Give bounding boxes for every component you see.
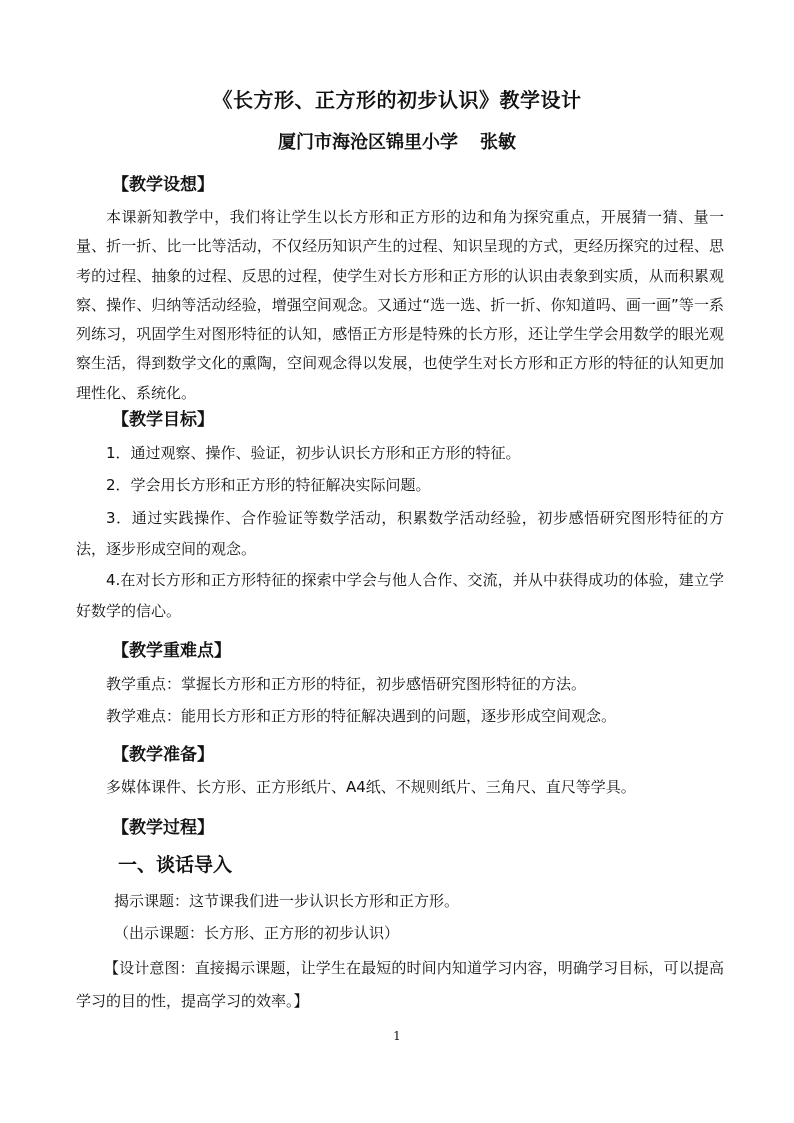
show-topic-line: （出示课题：长方形、正方形的初步认识） [114,924,400,942]
goal-item-1: 1．通过观察、操作、验证，初步认识长方形和正方形的特征。 [106,444,521,462]
author-line [0,128,794,154]
page-number: 1 [393,1029,401,1043]
teaching-idea-paragraph: 本课新知教学中，我们将让学生以长方形和正方形的边和角为探究重点，开展猜一猜、量一量、折一折、比一比等活动，不仅经历知识产生的过程、知识呈现的方式，更经历探究的过程、思考的过程、抽象的过程、反思的过程，使学生对长方形和正方形的认识由表象到实质，从而积累观察、操作、归纳等活动经验，增强空间观念。又通过“选一选、折一折、你知道吗、画一画”等一系列练习，巩固学生对图形特征的认知，感悟正方形是特殊的长方形，还让学生学会用数学的眼光观察生活，得到数学文化的熏陶，空间观念得以发展，也使学生对长方形和正方形的特征的认知更加理性化、系统化。 [76,208,724,402]
design-intent-note: 【设计意图：直接揭示课题，让学生在最短的时间内知道学习内容，明确学习目标，可以提高学习的目的性，提高学习的效率。】 [76,959,724,1010]
goal-item-3: 3．通过实践操作、合作验证等数学活动，积累数学活动经验，初步感悟研究图形特征的方法，逐步形成空间的观念。 [76,509,724,558]
section-title-introduction: 一、谈话导入 [118,854,233,876]
heading-preparation: 【教学准备】 [112,745,214,765]
author-school: 厦门市海沧区锦里小学 [278,132,458,153]
difficult-point: 教学难点：能用长方形和正方形的特征解决遇到的问题，逐步形成空间观念。 [106,707,617,725]
goal-item-4: 4.在对长方形和正方形特征的探索中学会与他人合作、交流，并从中获得成功的体验，建立学好数学的信心。 [76,571,724,620]
reveal-topic-line: 揭示课题：这节课我们进一步认识长方形和正方形。 [114,892,460,910]
preparation-materials: 多媒体课件、长方形、正方形纸片、A4纸、不规则纸片、三角尺、直尺等学具。 [106,778,636,796]
author-name: 张敏 [480,132,516,153]
key-point: 教学重点：掌握长方形和正方形的特征，初步感悟研究图形特征的方法。 [106,675,587,693]
heading-key-points: 【教学重难点】 [112,641,231,661]
heading-teaching-process: 【教学过程】 [112,818,214,838]
document-title: 《长方形、正方形的初步认识》教学设计 [212,88,582,112]
goal-item-2: 2．学会用长方形和正方形的特征解决实际问题。 [106,476,431,494]
heading-teaching-goals: 【教学目标】 [112,410,214,430]
heading-teaching-idea: 【教学设想】 [112,175,214,195]
